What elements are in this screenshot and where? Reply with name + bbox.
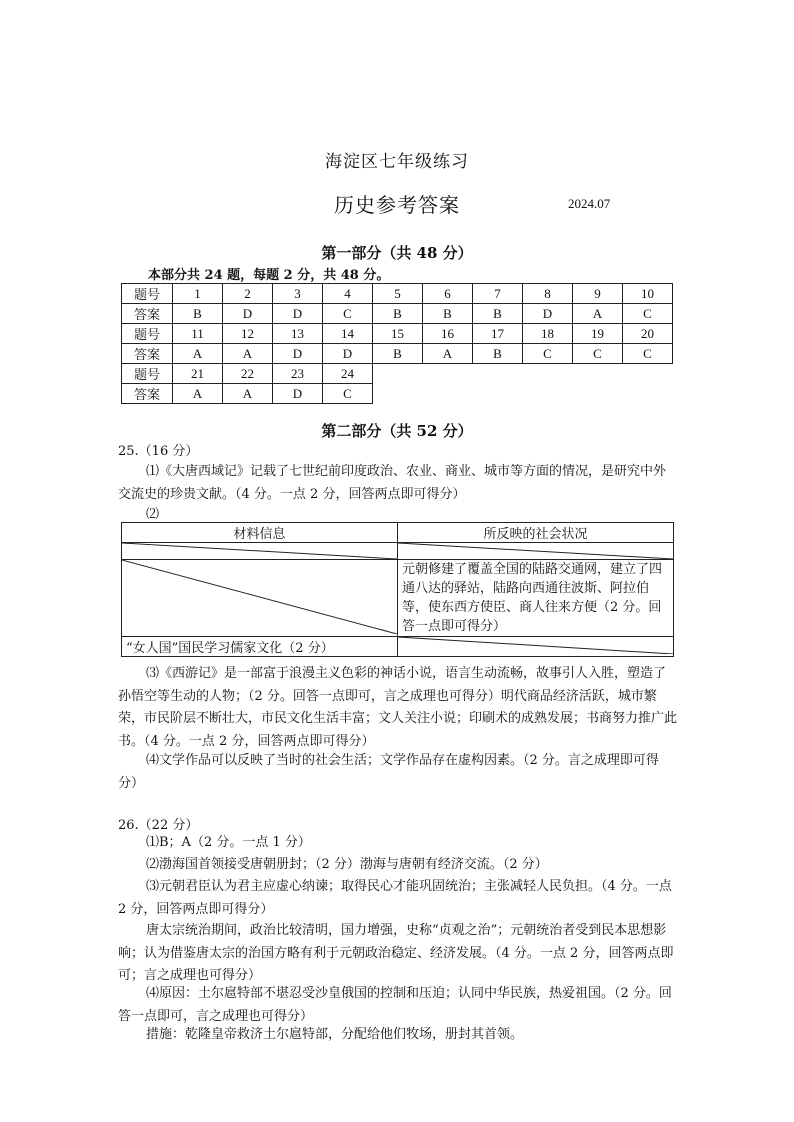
answer-row xyxy=(122,384,673,404)
q26-answer-4: ⑷原因：土尔扈特部不堪忍受沙皇俄国的控制和压迫；认同中华民族，热爱祖国。（2 分。回答一点即可，言之成理也可得分） xyxy=(118,986,672,1024)
empty-cell xyxy=(423,384,473,404)
empty-cell xyxy=(573,384,623,404)
q25-answer-3: ⑶《西游记》是一部富于浪漫主义色彩的神话小说，语言生动流畅，故事引人入胜，塑造了孙悟空等生动的人物；（2 分。回答一点即可，言之成理也可得分）明代商品经济活跃，城市繁荣，市民阶层不断壮大，市民文化生活丰富；文人关注小说；印刷术的成熟发展；书商努力推广此书。（4 分。一点 2 分，回答两点即可得分） xyxy=(118,666,678,749)
empty-cell xyxy=(423,364,473,384)
material-blank-cell xyxy=(398,543,674,560)
empty-cell xyxy=(623,384,673,404)
material-head-1: 材料信息 xyxy=(122,523,398,543)
q25-answer-4: ⑷文学作品可以反映了当时的社会生活；文学作品存在虚构因素。（2 分。言之成理即可得分） xyxy=(118,753,659,791)
empty-cell xyxy=(473,384,523,404)
question-number-cell: 15 xyxy=(373,324,423,344)
question-number-row xyxy=(122,324,673,344)
answer-cell: D xyxy=(523,304,573,324)
empty-cell xyxy=(373,364,423,384)
question-number-cell: 12 xyxy=(223,324,273,344)
empty-cell xyxy=(523,384,573,404)
q26-answer-3b: 唐太宗统治期间，政治比较清明，国力增强，史称“贞观之治”；元朝统治者受到民本思想影响；认为借鉴唐太宗的治国方略有利于元朝政治稳定、经济发展。（4 分。一点 2 分，回答两点即可；言之成理也可得分） xyxy=(118,923,674,983)
answer-cell: C xyxy=(323,304,373,324)
answer-cell: C xyxy=(623,344,673,364)
diagonal-line xyxy=(122,543,397,559)
answer-cell: A xyxy=(223,384,273,404)
material-blank-cell xyxy=(122,543,398,560)
question-number-cell: 23 xyxy=(273,364,323,384)
answer-cell: B xyxy=(173,304,223,324)
row-label: 题号 xyxy=(122,364,173,384)
answer-cell: C xyxy=(573,344,623,364)
diagonal-line xyxy=(122,560,397,634)
question-number-cell: 5 xyxy=(373,284,423,304)
answer-cell: B xyxy=(373,344,423,364)
question-number-cell: 9 xyxy=(573,284,623,304)
q25-answer-1: ⑴《大唐西域记》记载了七世纪前印度政治、农业、商业、城市等方面的情况，是研究中外交流史的珍贵文献。（4 分。一点 2 分，回答两点即可得分） xyxy=(118,464,667,502)
material-head-2: 所反映的社会状况 xyxy=(398,523,674,543)
row-label: 答案 xyxy=(122,304,173,324)
material-cell-info: “女人国”国民学习儒家文化（2 分） xyxy=(122,637,398,657)
question-number-cell: 20 xyxy=(623,324,673,344)
answer-cell: B xyxy=(473,304,523,324)
answer-cell: D xyxy=(223,304,273,324)
question-number-row xyxy=(122,284,673,304)
question-number-cell: 18 xyxy=(523,324,573,344)
empty-cell xyxy=(573,364,623,384)
answer-cell: B xyxy=(373,304,423,324)
answer-cell: D xyxy=(273,384,323,404)
diagonal-line xyxy=(398,543,673,559)
question-number-cell: 24 xyxy=(323,364,373,384)
answer-cell: A xyxy=(573,304,623,324)
question-number-row xyxy=(122,364,673,384)
answer-row xyxy=(122,304,673,324)
question-number-cell: 13 xyxy=(273,324,323,344)
q25-label: 25.（16 分） xyxy=(118,444,199,459)
answer-cell: B xyxy=(423,304,473,324)
material-blank-cell xyxy=(398,637,674,657)
row-label: 题号 xyxy=(122,284,173,304)
question-number-cell: 16 xyxy=(423,324,473,344)
empty-cell xyxy=(373,384,423,404)
question-number-cell: 21 xyxy=(173,364,223,384)
question-number-cell: 3 xyxy=(273,284,323,304)
question-number-cell: 10 xyxy=(623,284,673,304)
part1-heading: 第一部分（共 48 分） xyxy=(321,244,473,262)
q26-answer-4b: 措施：乾隆皇帝救济土尔扈特部，分配给他们牧场，册封其首领。 xyxy=(146,1027,524,1042)
page-title: 海淀区七年级练习 xyxy=(325,152,469,172)
q26-answer-2: ⑵渤海国首领接受唐朝册封；（2 分）渤海与唐朝有经济交流。（2 分） xyxy=(146,857,548,872)
date: 2024.07 xyxy=(568,196,611,211)
answer-cell: D xyxy=(273,304,323,324)
q26-answer-3: ⑶元朝君臣认为君主应虚心纳谏；取得民心才能巩固统治；主张减轻人民负担。（4 分。一点 2 分，回答两点即可得分） xyxy=(118,879,672,917)
answer-cell: C xyxy=(523,344,573,364)
row-label: 答案 xyxy=(122,344,173,364)
answer-cell: C xyxy=(323,384,373,404)
answer-cell: A xyxy=(173,384,223,404)
answer-table xyxy=(121,283,673,404)
question-number-cell: 14 xyxy=(323,324,373,344)
page-subtitle: 历史参考答案 xyxy=(334,193,460,217)
answer-cell: A xyxy=(223,344,273,364)
q26-answer-1: ⑴B；A（2 分。一点 1 分） xyxy=(146,835,311,850)
question-number-cell: 1 xyxy=(173,284,223,304)
material-blank-cell xyxy=(122,560,398,637)
empty-cell xyxy=(523,364,573,384)
question-number-cell: 11 xyxy=(173,324,223,344)
q25-answer-2-label: ⑵ xyxy=(146,507,160,522)
part2-heading: 第二部分（共 52 分） xyxy=(321,422,473,440)
answer-cell: A xyxy=(423,344,473,364)
row-label: 答案 xyxy=(122,384,173,404)
material-table xyxy=(121,522,674,657)
answer-row xyxy=(122,344,673,364)
question-number-cell: 4 xyxy=(323,284,373,304)
q26-label: 26.（22 分） xyxy=(118,818,199,833)
answer-cell: A xyxy=(173,344,223,364)
question-number-cell: 17 xyxy=(473,324,523,344)
question-number-cell: 22 xyxy=(223,364,273,384)
question-number-cell: 6 xyxy=(423,284,473,304)
part1-intro: 本部分共 24 题，每题 2 分，共 48 分。 xyxy=(148,268,390,283)
empty-cell xyxy=(473,364,523,384)
answer-cell: C xyxy=(623,304,673,324)
question-number-cell: 19 xyxy=(573,324,623,344)
row-label: 题号 xyxy=(122,324,173,344)
question-number-cell: 7 xyxy=(473,284,523,304)
empty-cell xyxy=(623,364,673,384)
answer-cell: D xyxy=(273,344,323,364)
question-number-cell: 8 xyxy=(523,284,573,304)
material-cell-society: 元朝修建了覆盖全国的陆路交通网，建立了四通八达的驿站，陆路向西通往波斯、阿拉伯等，使东西方使臣、商人往来方便（2 分。回答一点即可得分） xyxy=(398,560,674,637)
answer-cell: B xyxy=(473,344,523,364)
diagonal-line xyxy=(398,637,673,654)
question-number-cell: 2 xyxy=(223,284,273,304)
answer-cell: D xyxy=(323,344,373,364)
